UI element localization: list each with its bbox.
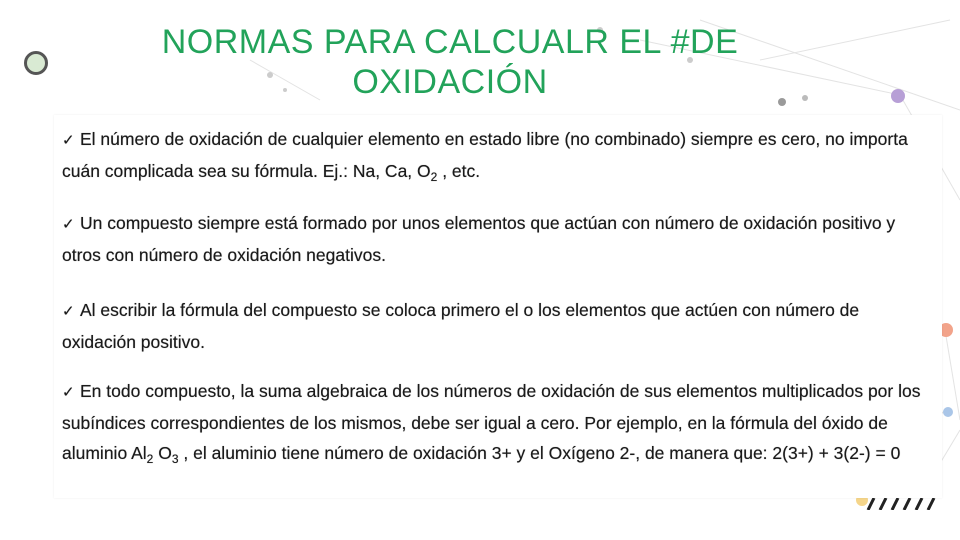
subscript: 3 xyxy=(171,452,179,466)
subscript: 2 xyxy=(430,170,438,184)
rule-2-text: Un compuesto siempre está formado por unos elementos que actúan con número de oxidación positivo y otros con número de oxidación negativos. xyxy=(62,213,896,265)
rule-1-tail: , etc. xyxy=(437,161,481,181)
deco-dot xyxy=(943,407,953,417)
checkmark-icon: ✓ xyxy=(62,303,75,320)
rule-3-text: Al escribir la fórmula del compuesto se coloca primero el o los elementos que actúen con número de oxidación positivo. xyxy=(62,300,860,352)
checkmark-icon: ✓ xyxy=(62,216,75,233)
rule-4-text: En todo compuesto, la suma algebraica de los números de oxidación de sus elementos multiplicados por los subíndices correspondientes de los mismos, debe ser igual a cero. Por ejemplo, en la fórmula del óxido de aluminio Al xyxy=(62,381,921,463)
rules-panel xyxy=(54,115,942,498)
rule-1-text: El número de oxidación de cualquier elemento en estado libre (no combinado) siempre es cero, no importa cuán complicada sea su fórmula. Ej.: Na, Ca, O xyxy=(62,129,908,181)
rule-2 xyxy=(62,208,932,270)
rule-4 xyxy=(62,376,932,474)
checkmark-icon: ✓ xyxy=(62,384,75,401)
decorative-circle-icon xyxy=(24,51,48,75)
checkmark-icon: ✓ xyxy=(62,132,75,149)
rule-1 xyxy=(62,124,932,192)
subscript: 2 xyxy=(146,452,154,466)
rule-4-tail: , el aluminio tiene número de oxidación 3+ y el Oxígeno 2-, de manera que: 2(3+) + 3(2-) = 0 xyxy=(178,443,901,463)
rule-3 xyxy=(62,295,932,357)
deco-dot xyxy=(891,89,905,103)
slide-title: NORMAS PARA CALCUALR EL #DE OXIDACIÓN xyxy=(161,23,739,101)
rule-4-oxygen: O xyxy=(153,443,172,463)
hatch-decoration xyxy=(866,498,936,510)
